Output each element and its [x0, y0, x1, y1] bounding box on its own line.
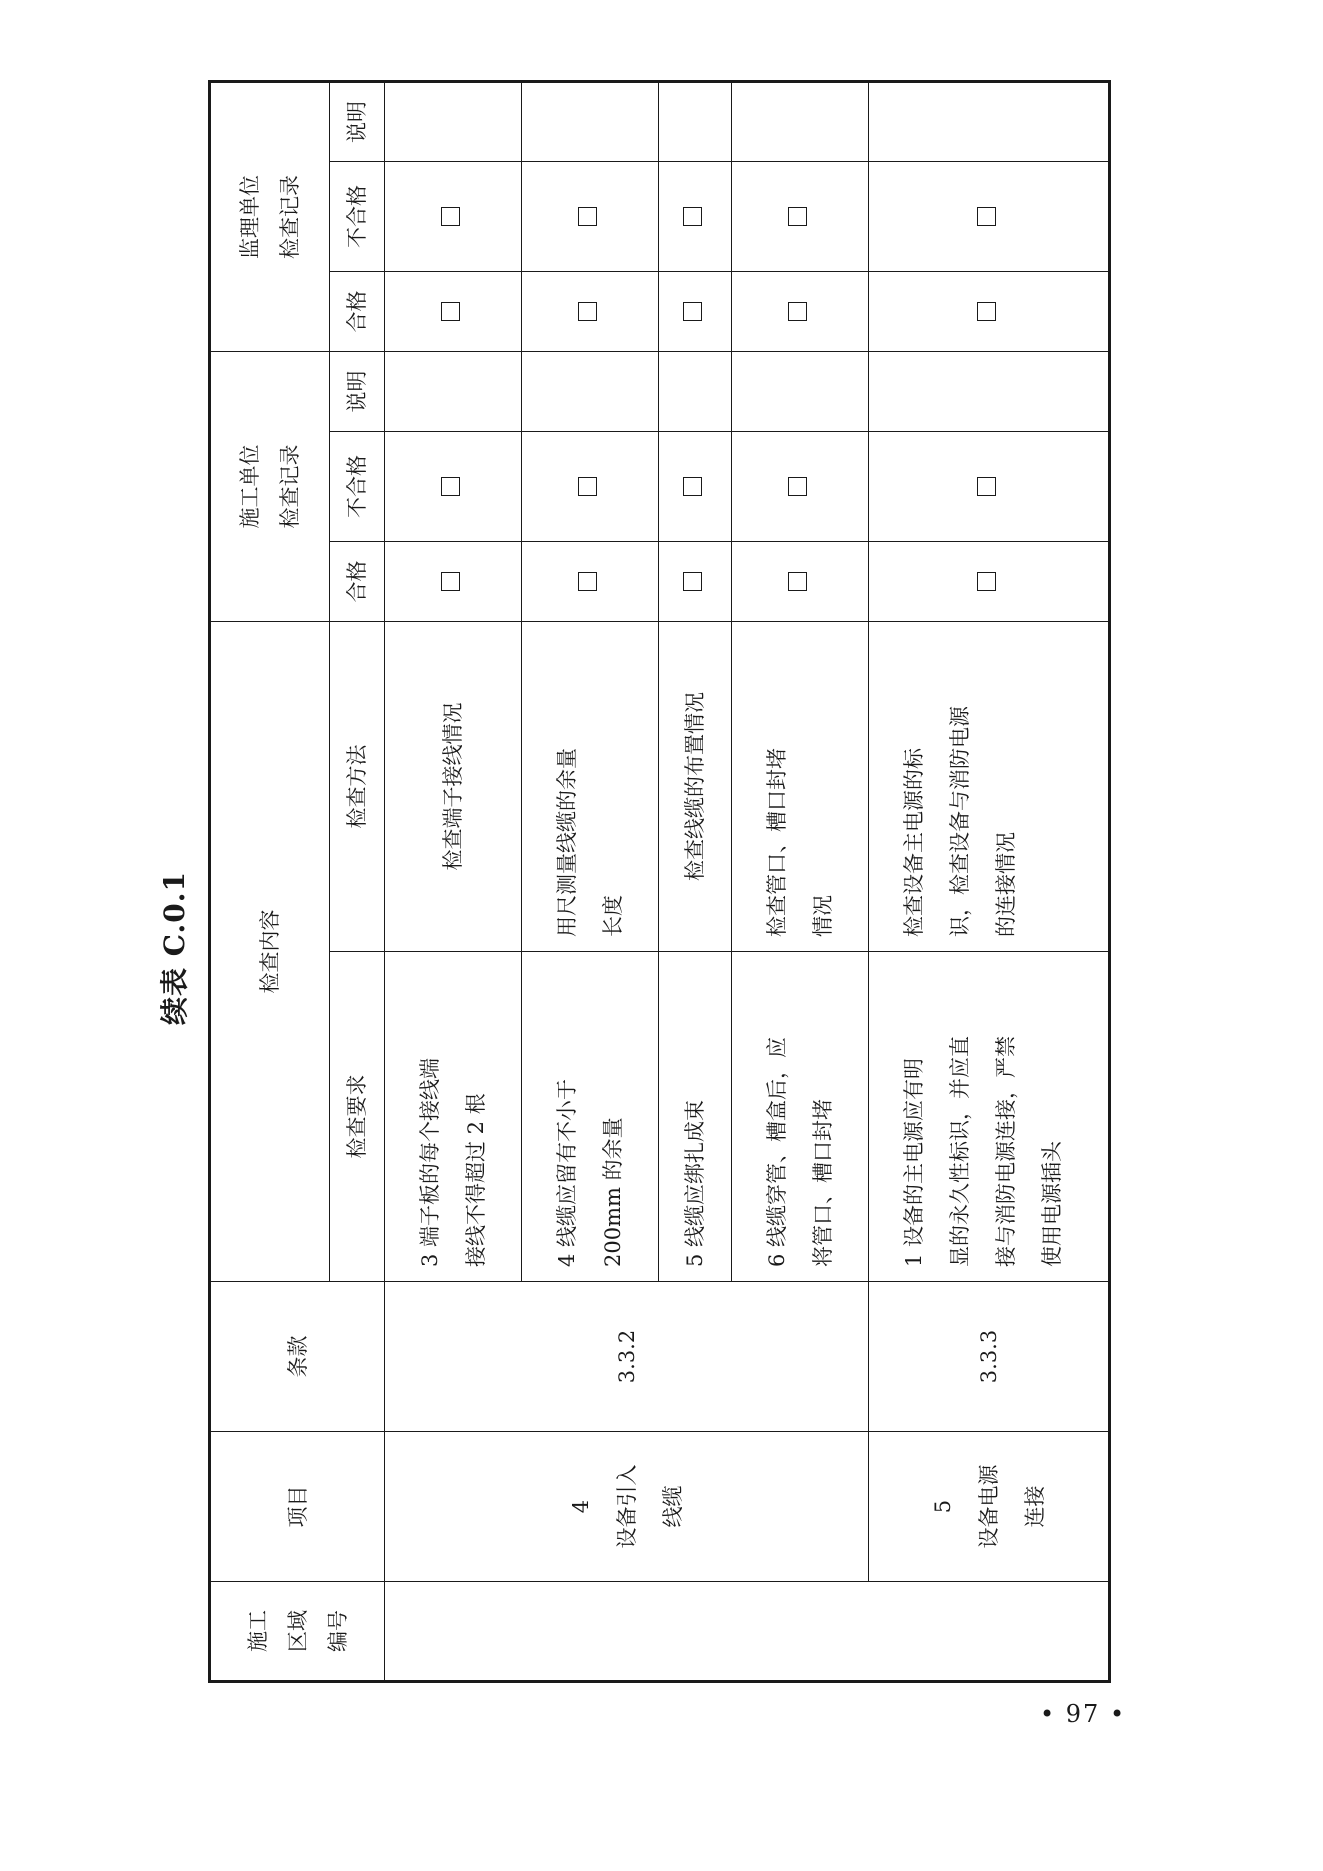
supervisor-note-cell — [385, 81, 522, 161]
supervisor-pass-cell — [732, 271, 869, 351]
checkbox[interactable] — [578, 477, 597, 496]
header-contractor-pass: 合格 — [330, 542, 385, 622]
supervisor-fail-cell — [732, 161, 869, 271]
checkbox[interactable] — [788, 572, 807, 591]
checkbox[interactable] — [788, 207, 807, 226]
header-contractor-note: 说明 — [330, 351, 385, 431]
checkbox[interactable] — [788, 477, 807, 496]
contractor-fail-cell — [732, 432, 869, 542]
clause-cell: 3.3.2 — [385, 1282, 869, 1432]
header-supervisor-record: 监理单位 检查记录 — [210, 81, 330, 351]
contractor-fail-cell — [385, 432, 522, 542]
supervisor-note-cell — [732, 81, 869, 161]
contractor-note-cell — [732, 351, 869, 431]
contractor-fail-cell — [659, 432, 732, 542]
supervisor-fail-cell — [869, 161, 1110, 271]
checkbox[interactable] — [578, 572, 597, 591]
checkbox[interactable] — [578, 302, 597, 321]
checkbox[interactable] — [977, 207, 996, 226]
project-cell: 5 设备电源 连接 — [869, 1432, 1110, 1582]
supervisor-pass-cell — [869, 271, 1110, 351]
header-supervisor-pass: 合格 — [330, 271, 385, 351]
contractor-note-cell — [869, 351, 1110, 431]
header-zone-id: 施工 区域 编号 — [210, 1582, 385, 1682]
zone-id-cell — [385, 1582, 1110, 1682]
checkbox[interactable] — [441, 302, 460, 321]
page-number: • 97 • — [1040, 1700, 1127, 1728]
requirement-cell: 1 设备的主电源应有明 显的永久性标识，并应直 接与消防电源连接，严禁 使用电源插头 — [869, 952, 1110, 1282]
checkbox[interactable] — [441, 572, 460, 591]
header-check-content: 检查内容 — [210, 622, 330, 1282]
header-contractor-fail: 不合格 — [330, 432, 385, 542]
checkbox[interactable] — [788, 302, 807, 321]
contractor-pass-cell — [385, 542, 522, 622]
contractor-note-cell — [659, 351, 732, 431]
method-cell: 检查线缆的布置情况 — [659, 622, 732, 952]
checkbox[interactable] — [441, 207, 460, 226]
requirement-cell: 6 线缆穿管、槽盒后，应 将管口、槽口封堵 — [732, 952, 869, 1282]
supervisor-fail-cell — [385, 161, 522, 271]
method-cell: 检查管口、槽口封堵 情况 — [732, 622, 869, 952]
header-supervisor-fail: 不合格 — [330, 161, 385, 271]
method-cell: 检查端子接线情况 — [385, 622, 522, 952]
contractor-fail-cell — [522, 432, 659, 542]
contractor-pass-cell — [522, 542, 659, 622]
method-cell: 检查设备主电源的标 识，检查设备与消防电源 的连接情况 — [869, 622, 1110, 952]
contractor-pass-cell — [732, 542, 869, 622]
requirement-cell: 3 端子板的每个接线端 接线不得超过 2 根 — [385, 952, 522, 1282]
table-row — [869, 81, 1110, 1681]
project-cell: 4 设备引入 线缆 — [385, 1432, 869, 1582]
header-project: 项目 — [210, 1432, 385, 1582]
contractor-pass-cell — [659, 542, 732, 622]
rotated-table-area — [158, 100, 1108, 1683]
method-cell: 用尺测量线缆的余量 长度 — [522, 622, 659, 952]
contractor-fail-cell — [869, 432, 1110, 542]
header-supervisor-note: 说明 — [330, 81, 385, 161]
checkbox[interactable] — [683, 572, 702, 591]
supervisor-pass-cell — [385, 271, 522, 351]
requirement-cell: 5 线缆应绑扎成束 — [659, 952, 732, 1282]
checkbox[interactable] — [441, 477, 460, 496]
supervisor-fail-cell — [659, 161, 732, 271]
contractor-pass-cell — [869, 542, 1110, 622]
checkbox[interactable] — [683, 207, 702, 226]
contractor-note-cell — [522, 351, 659, 431]
header-contractor-record: 施工单位 检查记录 — [210, 351, 330, 621]
checkbox[interactable] — [977, 572, 996, 591]
inspection-table — [208, 80, 1111, 1683]
table-row — [385, 81, 522, 1681]
supervisor-note-cell — [522, 81, 659, 161]
clause-cell: 3.3.3 — [869, 1282, 1110, 1432]
header-method: 检查方法 — [330, 622, 385, 952]
supervisor-fail-cell — [522, 161, 659, 271]
contractor-note-cell — [385, 351, 522, 431]
header-requirement: 检查要求 — [330, 952, 385, 1282]
checkbox[interactable] — [683, 477, 702, 496]
checkbox[interactable] — [578, 207, 597, 226]
header-row-1 — [210, 81, 330, 1681]
checkbox[interactable] — [683, 302, 702, 321]
supervisor-pass-cell — [522, 271, 659, 351]
supervisor-note-cell — [659, 81, 732, 161]
header-clause: 条款 — [210, 1282, 385, 1432]
supervisor-note-cell — [869, 81, 1110, 161]
table-title: 续表 C.0.1 — [158, 871, 191, 1026]
requirement-cell: 4 线缆应留有不小于 200mm 的余量 — [522, 952, 659, 1282]
supervisor-pass-cell — [659, 271, 732, 351]
checkbox[interactable] — [977, 477, 996, 496]
checkbox[interactable] — [977, 302, 996, 321]
